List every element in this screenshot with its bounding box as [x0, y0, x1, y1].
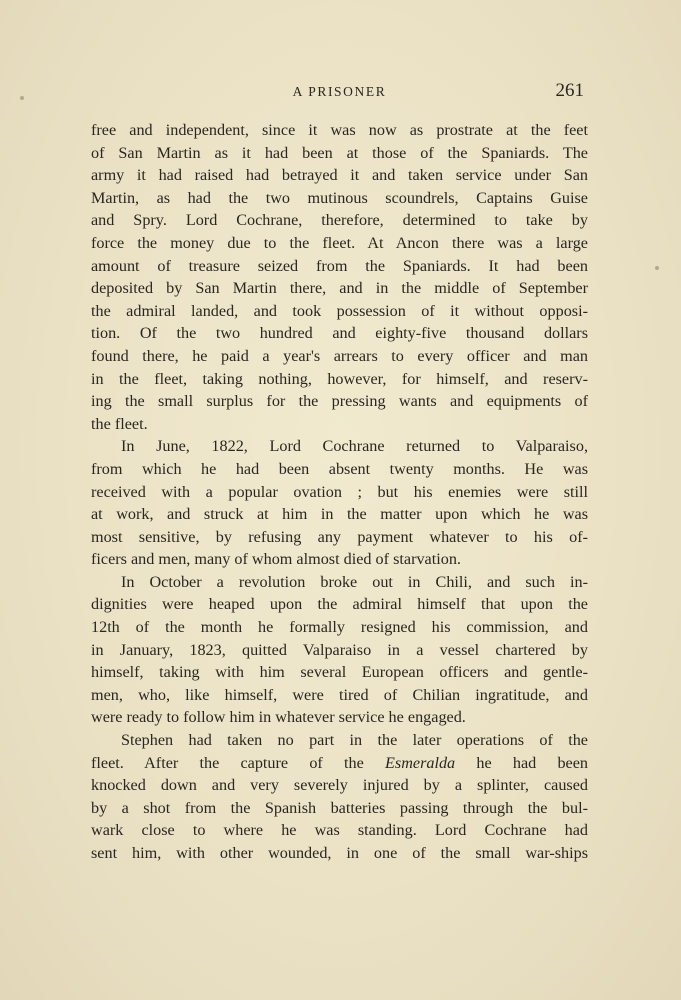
text-line	[91, 752, 588, 775]
text-line: army it had raised had betrayed it and taken service under San	[91, 166, 588, 185]
text-line: sent him, with other wounded, in one of the small war-ships	[91, 844, 588, 862]
text-line: ing the small surplus for the pressing wants and equipments of	[91, 392, 588, 411]
text-line: tion. Of the two hundred and eighty-five thousand dollars	[91, 324, 588, 343]
text-line: from which he had been absent twenty months. He was	[91, 459, 588, 478]
text-line: amount of treasure seized from the Spaniards. It had been	[91, 256, 588, 275]
text-line: the fleet.	[91, 414, 148, 433]
text-line: by a shot from the Spanish batteries passing through the bul-	[91, 798, 588, 817]
text-line: and Spry. Lord Cochrane, therefore, determined to take by	[91, 211, 588, 230]
text-line: received with a popular ovation ; but his enemies were still	[91, 482, 588, 501]
text-line: force the money due to the fleet. At Ancon there was a large	[91, 233, 588, 252]
text-line: dignities were heaped upon the admiral himself that upon the	[91, 595, 588, 614]
text-segment: he had been	[476, 753, 589, 772]
text-line: 12th of the month he formally resigned his commission, and	[91, 618, 588, 637]
print-speck	[20, 96, 24, 100]
print-speck	[655, 266, 659, 270]
text-line: In June, 1822, Lord Cochrane returned to Valparaiso,	[121, 437, 588, 456]
text-line: free and independent, since it was now as prostrate at the feet	[91, 121, 588, 139]
text-line: most sensitive, by refusing any payment whatever to his of-	[91, 527, 588, 546]
text-segment: fleet. After the capture of the	[91, 753, 364, 772]
page-number: 261	[555, 80, 584, 101]
text-line: were ready to follow him in whatever service he engaged.	[91, 708, 466, 727]
running-head	[91, 80, 588, 106]
text-line: Martin, as had the two mutinous scoundrels, Captains Guise	[91, 188, 588, 207]
text-line: himself, taking with him several European officers and gentle-	[91, 663, 588, 682]
text-line: in January, 1823, quitted Valparaiso in a vessel chartered by	[91, 640, 588, 659]
text-line: knocked down and very severely injured by a splinter, caused	[91, 776, 588, 795]
ship-name: Esmeralda	[385, 753, 456, 772]
text-line: Stephen had taken no part in the later operations of the	[121, 731, 588, 750]
text-line: in the fleet, taking nothing, however, for himself, and reserv-	[91, 369, 588, 388]
text-line: found there, he paid a year's arrears to every officer and man	[91, 346, 588, 365]
text-line: deposited by San Martin there, and in the middle of September	[91, 279, 588, 298]
text-line: at work, and struck at him in the matter upon which he was	[91, 505, 588, 524]
text-line: the admiral landed, and took possession of it without opposi-	[91, 301, 588, 320]
text-line: of San Martin as it had been at those of the Spaniards. The	[91, 143, 588, 162]
running-head-title: A PRISONER	[292, 84, 387, 99]
text-line: men, who, like himself, were tired of Chilian ingratitude, and	[91, 685, 588, 704]
text-line: ficers and men, many of whom almost died of starvation.	[91, 550, 461, 569]
text-line: In October a revolution broke out in Chili, and such in-	[121, 572, 588, 591]
body-text	[91, 119, 588, 865]
text-line: wark close to where he was standing. Lord Cochrane had	[91, 821, 588, 840]
